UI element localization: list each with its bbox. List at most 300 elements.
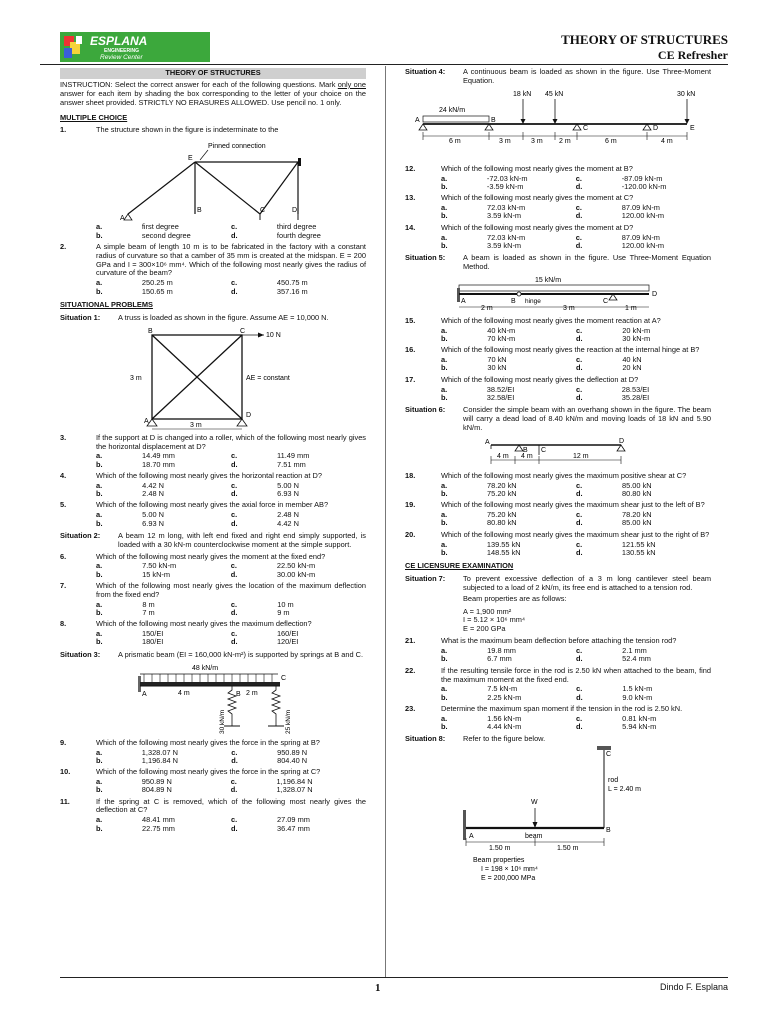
fig2-ae: AE = constant [246,374,290,382]
fig2-C: C [240,327,246,335]
choice-c[interactable]: 22.50 kN-m [276,561,316,571]
q-number: 7. [60,581,67,590]
sit-label: Situation 2: [60,530,101,540]
situation-2 [60,532,366,550]
choice-c[interactable]: 20 kN-m [622,325,651,335]
choices-9 [96,749,366,766]
situation-7 [405,575,711,593]
letter-a: a. [441,646,448,656]
choice-d[interactable]: 1,328.07 N [276,785,313,795]
fig5-B: B [511,297,516,305]
sit-label: Situation 3: [60,649,101,659]
choice-d[interactable]: 6.93 N [277,489,299,499]
fig4-p2: 45 kN [545,90,564,98]
letter-d: d. [230,518,238,528]
choice-d[interactable]: 120/EI [276,637,299,647]
box-title: THEORY OF STRUCTURES [60,68,366,79]
letter-d: d. [230,637,238,647]
choice-b[interactable]: second degree [141,230,191,240]
letter-b: b. [441,654,448,664]
right-column [405,68,711,883]
choice-d[interactable]: 80.80 kN [622,488,652,498]
letter-c: c. [575,384,583,394]
choice-c[interactable]: -87.09 kN-m [621,173,663,183]
q-number: 2. [60,241,67,251]
choice-d[interactable]: 52.4 mm [622,654,651,664]
choices-6 [96,562,366,579]
choices-18 [441,482,711,499]
letter-b: b. [441,333,448,343]
fig4-d2: 3 m [499,137,511,145]
choices-15 [441,327,711,344]
choice-d[interactable]: 85.00 kN [622,518,652,528]
letter-b: b. [96,755,103,765]
choice-a[interactable]: 75.20 kN [487,510,517,520]
situation-8 [405,735,711,744]
fig1-E: E [188,155,193,163]
fig5-d1: 2 m [481,304,493,312]
header-rule [40,64,728,65]
fig8-d2: 1.50 m [557,845,579,853]
choice-a[interactable]: 72.03 kN-m [486,203,526,213]
fig3-B: B [236,690,241,698]
letter-b: b. [96,569,103,579]
choice-c[interactable]: 2.1 mm [622,646,647,656]
letter-d: d. [230,785,238,795]
letter-c: c. [230,629,238,639]
choice-d[interactable]: 30.00 kN-m [276,569,316,579]
choices-4 [96,482,366,499]
letter-d: d. [231,755,238,765]
letter-d: d. [575,392,583,402]
q-text: Which of the following most nearly gives the moment at B? [441,163,633,173]
figure-5-hinged-beam [405,274,711,314]
choice-a[interactable]: 7.5 kN-m [487,684,518,694]
q-number: 21. [405,636,416,646]
choice-a[interactable]: 150/EI [141,629,164,639]
letter-b: b. [96,785,103,795]
choice-a[interactable]: 950.89 N [141,776,172,786]
page-header [40,30,728,64]
q-text: Which of the following most nearly gives the horizontal reaction at D? [96,470,322,480]
figure-1-frame [60,136,366,222]
question-1 [60,126,366,135]
fig8-W: W [531,799,538,807]
fig2-height: 3 m [130,374,142,382]
figure-3-spring-beam [60,662,366,736]
fig4-d4: 2 m [559,137,571,145]
choice-b[interactable]: 30 kN [487,363,507,373]
page-number: 1 [375,982,381,994]
letter-c: c. [230,510,238,520]
q-text: Which of the following most nearly gives the maximum shear just to the right of B? [441,529,710,539]
choice-c[interactable]: third degree [276,222,317,232]
choices-11 [96,816,366,833]
column-divider [385,66,386,978]
mc-heading: MULTIPLE CHOICE [60,112,128,122]
choice-b[interactable]: 3.59 kN-m [486,240,522,250]
letter-d: d. [575,240,583,250]
choice-a[interactable]: 72.03 kN-m [486,232,526,242]
letter-a: a. [441,232,448,242]
fig6-D: D [619,437,625,445]
choice-b[interactable]: 32.58/EI [486,392,515,402]
q-number: 13. [405,193,416,203]
choice-d[interactable]: 30 kN-m [622,333,651,343]
letter-c: c. [575,713,583,723]
situation-6 [405,406,711,433]
q-text: Which of the following most nearly gives the location of the maximum deflection from the fixed end? [96,581,366,599]
choices-12 [441,175,711,192]
choice-b[interactable]: 80.80 kN [487,518,517,528]
fig5-C: C [603,297,609,305]
fig1-A: A [120,215,125,223]
letter-a: a. [441,173,448,183]
choices-8 [96,630,366,647]
fig4-d5: 6 m [605,137,617,145]
letter-c: c. [575,355,583,365]
instruction-post: answer for each item by shading the box corresponding to the letter of your choice on the answer sheet provided. STRICTLY NO ERASURES ALLOWED. Use pencil no. 1 only. [60,88,366,107]
choice-b[interactable]: 804.89 N [141,785,172,795]
choice-b[interactable]: -3.59 kN-m [486,181,524,191]
choice-c[interactable]: 2.48 N [277,510,299,520]
choice-a[interactable]: 1.56 kN-m [487,713,522,723]
choice-a[interactable]: 70 kN [487,355,507,365]
letter-b: b. [441,240,448,250]
situation-1 [60,314,366,323]
choice-d[interactable]: 120.00 kN-m [621,240,665,250]
choice-c[interactable]: 11.49 mm [277,451,310,461]
fig2-load: 10 N [266,331,281,339]
choices-22 [441,685,711,702]
q-text: Which of the following most nearly gives the moment at the fixed end? [96,551,326,561]
choice-a[interactable]: first degree [141,222,179,232]
situation-4 [405,68,711,86]
choices-16 [441,356,711,373]
letter-c: c. [231,747,238,757]
fig2-A: A [144,417,149,425]
fig3-bc: 2 m [246,689,258,697]
q-text: Which of the following most nearly gives the deflection at D? [441,374,639,384]
choice-c[interactable]: 27.09 mm [277,815,310,825]
choice-d[interactable]: 357.16 m [276,286,308,296]
question-10 [60,768,366,777]
choice-a[interactable]: 78.20 kN [487,480,517,490]
letter-d: d. [230,608,238,618]
fig5-hinge: hinge [525,297,541,305]
letter-d: d. [575,211,583,221]
sit-text: Consider the simple beam with an overhang shown in the figure. The beam will carry a dead load of 8.40 kN/m and moving loads of 18 kN and 5.90 kN/m. [463,405,711,432]
question-20 [405,531,711,540]
fig6-d3: 12 m [573,452,589,460]
letter-c: c. [575,480,583,490]
letter-a: a. [441,539,448,549]
choice-b[interactable]: 6.7 mm [487,654,512,664]
choice-c[interactable]: 78.20 kN [622,510,652,520]
q-text: Which of the following most nearly gives the reaction at the internal hinge at B? [441,345,700,355]
q-text: What is the maximum beam deflection before attaching the tension rod? [441,636,677,646]
choice-a[interactable]: 7.50 kN-m [142,561,177,571]
q-number: 1. [60,125,67,135]
choice-b[interactable]: 7 m [142,608,155,618]
choice-a[interactable]: 19.8 mm [487,646,516,656]
choice-c[interactable]: 85.00 kN [622,480,652,490]
choice-b[interactable]: 15 kN-m [142,569,171,579]
fig4-D: D [653,124,659,132]
fig3-C: C [281,674,287,682]
choices-23 [441,715,711,732]
letter-d: d. [230,286,238,296]
fig5-D: D [652,290,658,298]
instruction-pre: INSTRUCTION: Select the correct answer for each of the following questions. Mark [60,79,338,89]
fig4-A: A [415,116,420,124]
fig8-beam: beam [525,833,543,841]
letter-b: b. [441,518,448,528]
fig8-A: A [469,833,474,841]
choice-b[interactable]: 148.55 kN [486,547,521,557]
fig8-C: C [606,751,612,759]
esplana-logo [60,32,210,62]
question-12 [405,165,711,174]
situation-5 [405,254,711,272]
choice-b[interactable]: 4.44 kN-m [487,722,522,732]
letter-d: d. [575,333,583,343]
fig3-load: 48 kN/m [192,664,219,672]
q-number: 6. [60,551,67,561]
choice-d[interactable]: 20 kN [622,363,642,373]
props-intro: Beam properties are as follows: [463,593,567,603]
choice-b[interactable]: 70 kN-m [487,333,516,343]
choice-d[interactable]: 36.47 mm [277,823,310,833]
q-number: 23. [405,703,416,713]
sit-text: A beam is loaded as shown in the figure. Use Three-Moment Equation Method. [463,253,711,271]
fig3-ab: 4 m [178,689,190,697]
logo-main: ESPLANA [90,34,148,48]
letter-c: c. [231,222,238,232]
letter-d: d. [575,488,583,498]
q-number: 18. [405,470,416,480]
footer-rule [60,977,728,978]
sit-text: To prevent excessive deflection of a 3 m long cantilever steel beam subjected to a load of 2 kN/m, its free end is attached to a tension rod. [463,573,711,592]
choice-c[interactable]: 160/EI [276,629,299,639]
question-15 [405,317,711,326]
choice-b[interactable]: 1,196.84 N [141,755,178,765]
logo-line2: ENGINEERING [104,48,140,54]
choices-10 [96,778,366,795]
choices-17 [441,386,711,403]
choice-b[interactable]: 180/EI [141,637,164,647]
choice-b[interactable]: 6.93 N [142,518,164,528]
choice-b[interactable]: 22.75 mm [142,823,175,833]
choice-a[interactable]: 40 kN-m [487,325,516,335]
letter-c: c. [575,232,582,242]
question-7 [60,582,366,600]
header-subtitle: CE Refresher [657,47,728,62]
letter-b: b. [441,692,448,702]
question-11 [60,798,366,816]
choice-a[interactable]: 5.00 N [142,510,164,520]
choice-d[interactable]: 804.40 N [277,755,308,765]
letter-a: a. [96,222,103,232]
choice-d[interactable]: -120.00 kN-m [621,181,667,191]
header-title: THEORY OF STRUCTURES [561,32,728,47]
fig6-A: A [485,438,490,446]
sit-text: A prismatic beam (EI = 160,000 kN-m²) is supported by springs at B and C. [118,649,364,659]
fig4-p3: 30 kN [677,90,696,98]
sit-text: Refer to the figure below. [463,734,546,744]
fig1-B: B [197,207,202,215]
choice-c[interactable]: 1,196.84 N [276,776,313,786]
letter-a: a. [96,815,103,825]
letter-b: b. [441,181,448,191]
choice-c[interactable]: 10 m [277,599,294,609]
choice-c[interactable]: 87.09 kN-m [621,232,660,242]
letter-c: c. [575,173,582,183]
letter-a: a. [441,684,448,694]
choice-b[interactable]: 75.20 kN [487,488,517,498]
fig6-d2: 4 m [521,452,533,460]
letter-b: b. [441,211,448,221]
choices-13 [441,204,711,221]
fig8-props: Beam properties [473,857,525,865]
choice-d[interactable]: 7.51 mm [277,459,306,469]
choice-a[interactable]: -72.03 kN-m [486,173,528,183]
q-text: The structure shown in the figure is indeterminate to the [96,125,279,135]
q-text: Which of the following most nearly gives the maximum positive shear at C? [441,470,687,480]
fig8-rod: rod [608,777,619,785]
letter-c: c. [575,203,582,213]
q-text: Which of the following most nearly gives the maximum shear just to the left of B? [441,500,705,510]
choice-a[interactable]: 139.55 kN [486,539,521,549]
letter-c: c. [575,539,583,549]
instruction-only: only one [337,79,366,89]
fig6-C: C [541,446,547,454]
ce-heading: CE LICENSURE EXAMINATION [405,561,514,571]
fig4-w: 24 kN/m [439,106,466,114]
choice-b[interactable]: 2.25 kN-m [487,692,522,702]
question-9 [60,739,366,748]
figure-2-truss [60,325,366,431]
beam-properties-7 [405,595,711,635]
fig1-pinned: Pinned connection [208,143,266,151]
choice-c[interactable]: 121.55 kN [621,539,656,549]
choice-c[interactable]: 0.81 kN-m [622,713,657,723]
fig2-width: 3 m [190,421,202,429]
header-titles [561,32,728,62]
choices-21 [441,647,711,664]
choice-d[interactable]: 120.00 kN-m [621,211,665,221]
letter-a: a. [441,325,448,335]
fig4-C: C [583,124,589,132]
letter-c: c. [575,325,583,335]
sit-label: Situation 4: [405,67,446,76]
choices-19 [441,511,711,528]
choice-c[interactable]: 40 kN [622,355,642,365]
choice-a[interactable]: 38.52/EI [486,384,515,394]
q-text: Which of the following most nearly gives the moment at C? [441,193,634,203]
choices-14 [441,234,711,251]
q-number: 20. [405,529,416,539]
question-18 [405,472,711,481]
choice-c[interactable]: 87.09 kN-m [621,203,660,213]
letter-d: d. [576,692,583,702]
letter-b: b. [96,518,103,528]
letter-c: c. [575,646,583,656]
question-17 [405,376,711,385]
choice-b[interactable]: 2.48 N [142,489,164,499]
choice-c[interactable]: 5.00 N [277,480,299,490]
instruction [60,81,366,108]
q-text: Which of the following most nearly gives the moment at D? [441,222,634,232]
letter-b: b. [96,459,103,469]
q-number: 22. [405,665,416,675]
choice-a[interactable]: 14.49 mm [142,451,175,461]
choice-d[interactable]: 130.55 kN [621,547,656,557]
choice-c[interactable]: 950.89 N [277,747,308,757]
fig4-d1: 6 m [449,137,461,145]
choice-d[interactable]: fourth degree [276,230,321,240]
letter-c: c. [576,684,583,694]
letter-d: d. [231,230,238,240]
letter-a: a. [96,451,103,461]
choice-c[interactable]: 1.5 kN-m [622,684,653,694]
choice-a[interactable]: 250.25 m [141,278,173,288]
sit-label: Situation 5: [405,253,446,263]
fig2-B: B [148,327,153,335]
q-number: 17. [405,374,416,384]
choice-b[interactable]: 3.59 kN-m [486,211,522,221]
q-text: If the resulting tensile force in the rod is 2.50 kN when attached to the beam, find the maximum moment at the fixed end. [441,665,711,684]
sit-label: Situation 8: [405,734,446,744]
choice-b[interactable]: 18.70 mm [142,459,175,469]
letter-a: a. [441,355,448,365]
choice-a[interactable]: 4.42 N [142,480,164,490]
choice-d[interactable]: 9.0 kN-m [622,692,653,702]
choice-d[interactable]: 35.28/EI [621,392,650,402]
letter-b: b. [96,286,103,296]
q-number: 12. [405,163,416,173]
letter-d: d. [230,569,238,579]
letter-a: a. [441,203,448,213]
choice-d[interactable]: 4.42 N [277,518,299,528]
question-16 [405,346,711,355]
letter-c: c. [231,451,238,461]
letter-a: a. [96,776,103,786]
q-number: 11. [60,796,70,806]
letter-b: b. [441,392,448,402]
choice-d[interactable]: 9 m [277,608,290,618]
choice-c[interactable]: 450.75 m [276,278,308,288]
sit-text: A continuous beam is loaded as shown in the figure. Use Three-Moment Equation. [463,67,711,85]
letter-c: c. [230,776,237,786]
letter-b: b. [441,488,448,498]
choice-a[interactable]: 48.41 mm [142,815,175,825]
sit-label: Situation 7: [405,573,446,583]
question-4 [60,472,366,481]
choice-c[interactable]: 28.53/EI [621,384,650,394]
letter-a: a. [96,629,103,639]
choice-d[interactable]: 5.94 kN-m [622,722,657,732]
choice-b[interactable]: 150.65 m [141,286,173,296]
choice-a[interactable]: 1,328.07 N [141,747,178,757]
situation-3 [60,651,366,660]
letter-c: c. [230,815,238,825]
letter-a: a. [96,278,103,288]
q-number: 3. [60,432,67,442]
choice-a[interactable]: 8 m [142,599,155,609]
q-number: 15. [405,315,416,325]
choices-7 [96,601,366,618]
